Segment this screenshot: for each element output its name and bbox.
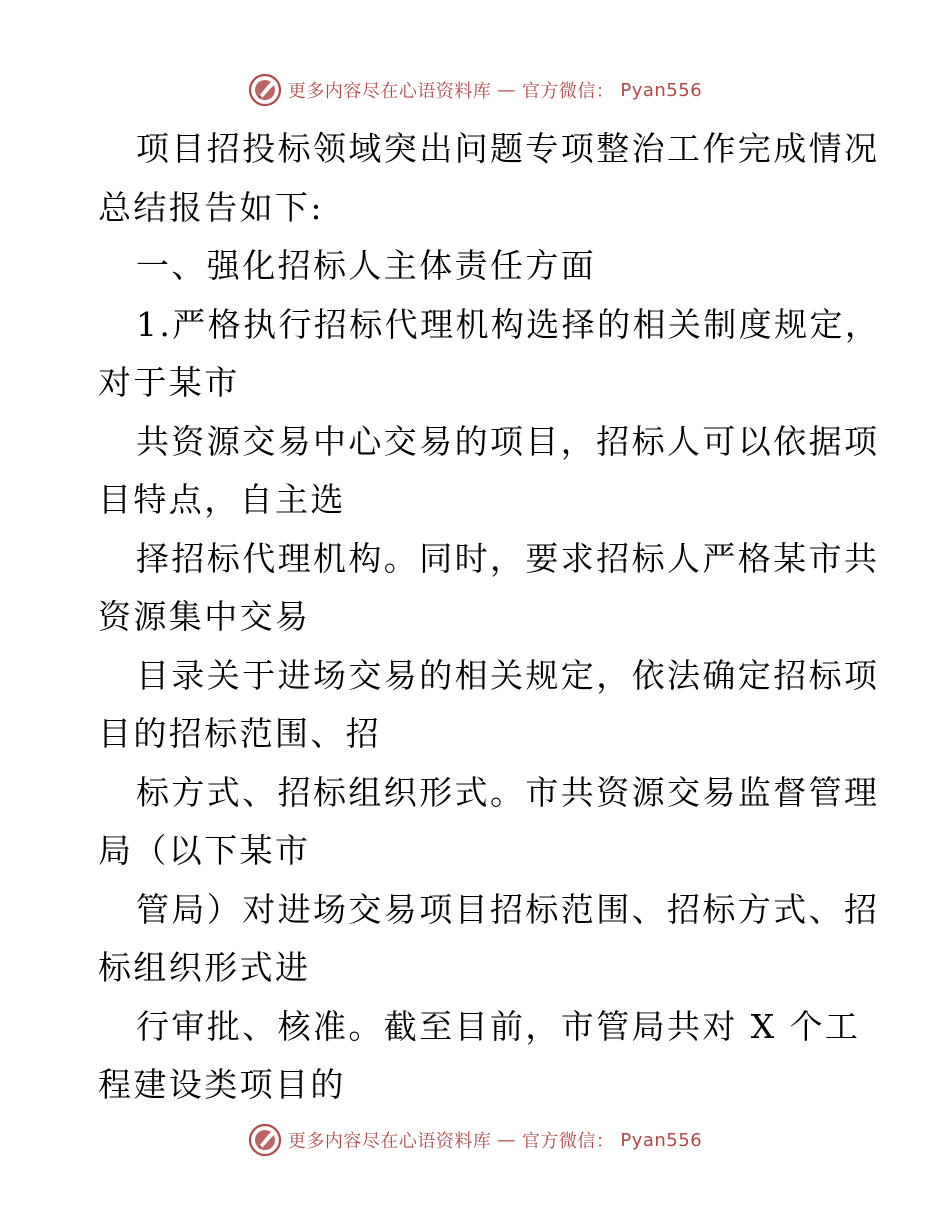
watermark-wechat-label: 官方微信： bbox=[521, 1131, 615, 1152]
watermark-wechat-label: 官方微信： bbox=[521, 81, 615, 102]
body-line: 目的招标范围、招 bbox=[98, 714, 382, 753]
body-line: 目录关于进场交易的相关规定，依法确定招标项 bbox=[136, 655, 880, 695]
watermark-wechat-id: Pyan556 bbox=[620, 79, 703, 101]
pen-seal-icon bbox=[248, 1123, 282, 1157]
watermark-separator: — bbox=[497, 1129, 516, 1151]
body-line: 标组织形式进 bbox=[98, 948, 311, 987]
section-heading: 一、强化招标人主体责任方面 bbox=[136, 246, 597, 285]
body-line: 择招标代理机构。同时，要求招标人严格某市共 bbox=[136, 538, 880, 578]
body-line: 程建设类项目的 bbox=[98, 1065, 346, 1104]
body-line: 总结报告如下: bbox=[98, 187, 324, 227]
document-body bbox=[98, 120, 881, 1115]
body-line: 目特点，自主选 bbox=[98, 480, 346, 519]
watermark-text: 更多内容尽在心语资料库 bbox=[287, 81, 492, 102]
body-line: 项目招投标领域突出问题专项整治工作完成情况 bbox=[136, 129, 880, 168]
body-line: 管局）对进场交易项目招标范围、招标方式、招 bbox=[136, 889, 880, 929]
watermark-separator: — bbox=[497, 79, 516, 101]
body-line: 标方式、招标组织形式。市共资源交易监督管理 bbox=[136, 772, 880, 812]
body-line: 1.严格执行招标代理机构选择的相关制度规定， bbox=[136, 304, 881, 344]
body-line: 局（以下某市 bbox=[98, 831, 311, 870]
body-line: 行审批、核准。截至目前，市管局共对 X 个工 bbox=[136, 1006, 861, 1046]
watermark-wechat-id: Pyan556 bbox=[620, 1129, 703, 1151]
body-line: 对于某市 bbox=[98, 363, 240, 402]
body-line: 共资源交易中心交易的项目，招标人可以依据项 bbox=[136, 421, 880, 461]
footer-watermark bbox=[0, 1120, 950, 1160]
body-line: 资源集中交易 bbox=[98, 597, 311, 636]
header-watermark bbox=[0, 70, 950, 110]
pen-seal-icon bbox=[248, 73, 282, 107]
watermark-text: 更多内容尽在心语资料库 bbox=[287, 1131, 492, 1152]
